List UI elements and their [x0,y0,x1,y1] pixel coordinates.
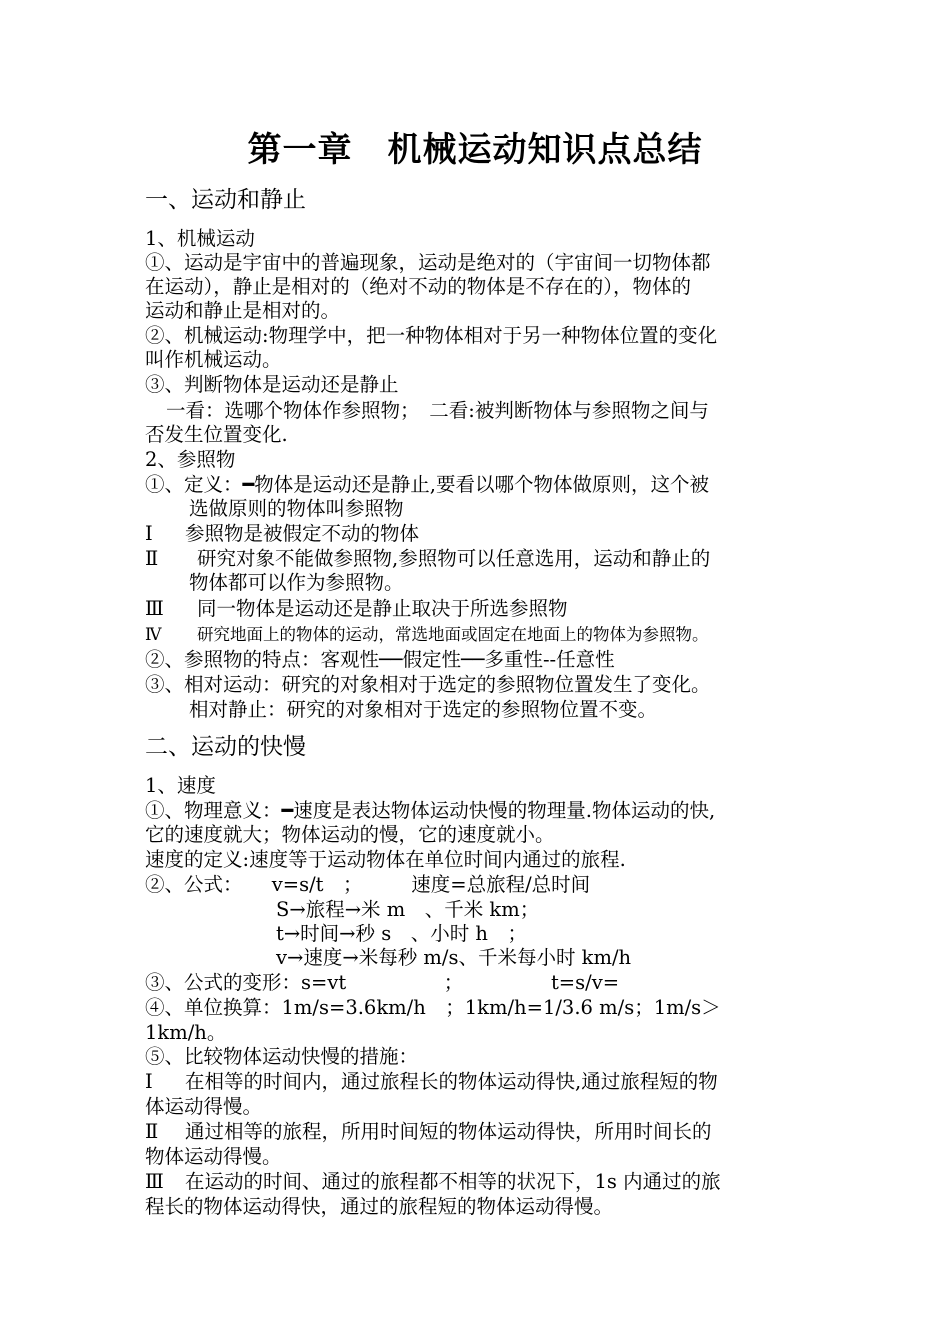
text-line: 在运动），静止是相对的（绝对不动的物体是不存在的），物体的 [145,275,692,298]
text-line: 速度的定义:速度等于运动物体在单位时间内通过的旅程. [145,848,626,871]
list-item [145,1070,718,1094]
text-line: ②、参照物的特点：客观性──假定性──多重性--任意性 [145,648,615,671]
text-line: 它的速度就大；物体运动的慢，它的速度就小。 [145,823,555,846]
text-line: ①、运动是宇宙中的普遍现象，运动是绝对的（宇宙间一切物体都 [145,251,711,274]
text-line: 1km/h。 [145,1021,227,1044]
text-line: ①、定义：━物体是运动还是静止,要看以哪个物体做原则，这个被 [145,473,709,496]
text-line: 叫作机械运动。 [145,348,282,371]
list-marker: Ⅰ [145,522,153,545]
text-line: v→速度→米每秒 m/s、千米每小时 km/h [276,946,632,969]
list-item-text: 在相等的时间内，通过旅程长的物体运动得快,通过旅程短的物 [185,1070,718,1093]
list-item [145,597,568,621]
list-item [145,623,709,647]
list-item [145,1120,712,1144]
list-marker: Ⅲ [145,597,164,620]
section-heading: 一、运动和静止 [145,187,306,213]
list-item-text: 研究地面上的物体的运动，常选地面或固定在地面上的物体为参照物。 [197,625,709,644]
text-line: 否发生位置变化. [145,423,288,446]
text-line: 一看：选哪个物体作参照物； 二看:被判断物体与参照物之间与 [166,399,709,422]
list-marker: Ⅱ [145,547,159,570]
text-line: 2、参照物 [145,448,236,471]
list-item [145,547,710,571]
text-line: ①、物理意义：━速度是表达物体运动快慢的物理量.物体运动的快, [145,799,716,822]
list-item-text: 同一物体是运动还是静止取决于所选参照物 [197,597,568,620]
text-line: ④、单位换算：1m/s=3.6km/h ；1km/h=1/3.6 m/s；1m/s＞ [145,996,721,1019]
text-line: ②、公式： v=s/t ； 速度=总旅程/总时间 [145,873,591,896]
list-item-text: 在运动的时间、通过的旅程都不相等的状况下，1s 内通过的旅 [185,1170,721,1193]
text-line: 物体都可以作为参照物。 [189,571,404,594]
text-line: 体运动得慢。 [145,1095,263,1118]
text-line: 程长的物体运动得快，通过的旅程短的物体运动得慢。 [145,1195,614,1218]
list-marker: Ⅰ [145,1070,153,1093]
list-marker: Ⅳ [145,625,162,644]
text-line: ②、机械运动:物理学中，把一种物体相对于另一种物体位置的变化 [145,324,718,347]
list-item-text: 参照物是被假定不动的物体 [185,522,420,545]
text-line: ③、公式的变形：s=vt ； t=s/v= [145,971,620,994]
text-line: ③、相对运动：研究的对象相对于选定的参照物位置发生了变化。 [145,673,711,696]
text-line: S→旅程→米 m 、千米 km； [276,898,540,921]
text-line: ③、判断物体是运动还是静止 [145,373,399,396]
section-heading: 二、运动的快慢 [145,734,306,760]
text-line: 1、速度 [145,774,216,797]
list-item-text: 通过相等的旅程，所用时间短的物体运动得快，所用时间长的 [185,1120,712,1143]
list-item-text: 研究对象不能做参照物,参照物可以任意选用，运动和静止的 [197,547,711,570]
text-line: 相对静止：研究的对象相对于选定的参照物位置不变。 [189,698,658,721]
text-line: 选做原则的物体叫参照物 [189,497,404,520]
list-item [145,1170,721,1194]
page-title: 第一章 机械运动知识点总结 [247,130,703,170]
text-line: 1、机械运动 [145,227,255,250]
text-line: ⑤、比较物体运动快慢的措施： [145,1045,419,1068]
text-line: 运动和静止是相对的。 [145,299,341,322]
list-item [145,522,419,546]
list-marker: Ⅲ [145,1170,164,1193]
list-marker: Ⅱ [145,1120,159,1143]
text-line: 物体运动得慢。 [145,1145,282,1168]
text-line: t→时间→秒 s 、小时 h ； [276,922,527,945]
